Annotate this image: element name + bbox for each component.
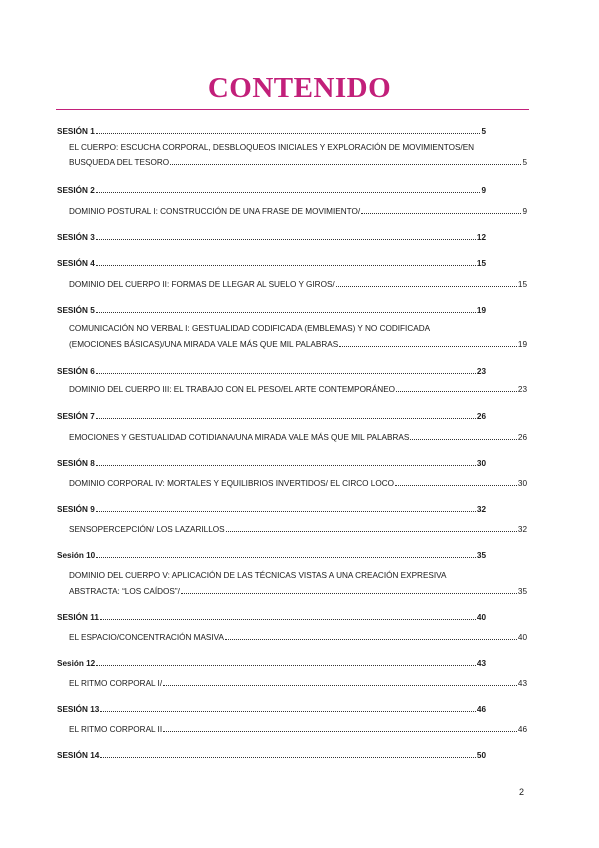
toc-entry-page: 5 (522, 158, 527, 167)
dot-leader (100, 757, 476, 758)
toc-entry-label: EL RITMO CORPORAL II (69, 725, 163, 734)
toc-session-entry[interactable] (57, 612, 486, 623)
dot-leader (336, 286, 517, 287)
toc-entry-label: SESIÓN 1 (57, 127, 95, 136)
dot-leader (163, 731, 517, 732)
dot-leader (395, 485, 517, 486)
toc-entry-label: ABSTRACTA: “LOS CAÍDOS”/ (69, 587, 180, 596)
toc-entry-page: 35 (476, 551, 486, 560)
toc-topic-entry[interactable] (69, 586, 527, 597)
toc-entry-label: Sesión 10 (57, 551, 96, 560)
toc-topic-entry[interactable] (69, 632, 527, 643)
toc-entry-label: SESIÓN 7 (57, 412, 95, 421)
toc-session-entry[interactable] (57, 411, 486, 422)
toc-entry-page: 43 (476, 659, 486, 668)
toc-topic-entry[interactable] (69, 157, 527, 168)
toc-entry-label: SESIÓN 4 (57, 259, 95, 268)
toc-entry-page: 19 (517, 340, 527, 349)
toc-entry-page: 32 (476, 505, 486, 514)
dot-leader (96, 133, 481, 134)
toc-entry-page: 9 (522, 207, 527, 216)
toc-entry-label: SESIÓN 5 (57, 306, 95, 315)
toc-entry-text: DOMINIO DEL CUERPO V: APLICACIÓN DE LAS TÉCNICAS VISTAS A UNA CREACIÓN EXPRESIVA (69, 571, 447, 580)
dot-leader (96, 239, 476, 240)
toc-topic-entry[interactable] (69, 279, 527, 290)
toc-entry-page: 46 (476, 705, 486, 714)
dot-leader (163, 685, 517, 686)
dot-leader (96, 373, 476, 374)
toc-session-entry[interactable] (57, 504, 486, 515)
toc-entry-label: (EMOCIONES BÁSICAS)/UNA MIRADA VALE MÁS QUE MIL PALABRAS (69, 340, 339, 349)
toc-entry-label: EL RITMO CORPORAL I/ (69, 679, 163, 688)
toc-entry-page: 19 (476, 306, 486, 315)
toc-session-entry[interactable] (57, 232, 486, 243)
toc-entry-page: 12 (476, 233, 486, 242)
dot-leader (96, 265, 476, 266)
dot-leader (396, 391, 517, 392)
dot-leader (96, 557, 476, 558)
toc-entry-page: 23 (476, 367, 486, 376)
toc-topic-entry[interactable] (69, 339, 527, 350)
toc-entry-page: 30 (476, 459, 486, 468)
toc-session-entry[interactable] (57, 126, 486, 137)
toc-entry-label: EMOCIONES Y GESTUALIDAD COTIDIANA/UNA MIRADA VALE MÁS QUE MIL PALABRAS (69, 433, 410, 442)
toc-entry-label: DOMINIO DEL CUERPO II: FORMAS DE LLEGAR AL SUELO Y GIROS/ (69, 280, 335, 289)
toc-topic-entry[interactable] (69, 524, 527, 535)
toc-session-entry[interactable] (57, 305, 486, 316)
dot-leader (225, 639, 517, 640)
toc-session-entry[interactable] (57, 704, 486, 715)
toc-entry-page: 40 (476, 613, 486, 622)
dot-leader (100, 619, 476, 620)
toc-entry-label: SESIÓN 6 (57, 367, 95, 376)
toc-entry-page: 43 (517, 679, 527, 688)
toc-topic-entry[interactable] (69, 724, 527, 735)
toc-entry-page: 23 (517, 385, 527, 394)
toc-entry-page: 30 (517, 479, 527, 488)
toc-topic-entry[interactable] (69, 478, 527, 489)
toc-session-entry[interactable] (57, 658, 486, 669)
toc-entry-label: SESIÓN 13 (57, 705, 100, 714)
toc-session-entry[interactable] (57, 258, 486, 269)
toc-entry-page: 32 (517, 525, 527, 534)
toc-entry-label: Sesión 12 (57, 659, 96, 668)
dot-leader (100, 711, 476, 712)
toc-session-entry[interactable] (57, 185, 486, 196)
toc-entry-label: SESIÓN 9 (57, 505, 95, 514)
toc-entry-text: EL CUERPO: ESCUCHA CORPORAL, DESBLOQUEOS INICIALES Y EXPLORACIÓN DE MOVIMIENTOS/EN (69, 143, 475, 152)
toc-entry-label: SESIÓN 8 (57, 459, 95, 468)
toc-entry-text: COMUNICACIÓN NO VERBAL I: GESTUALIDAD CODIFICADA (EMBLEMAS) Y NO CODIFICADA (69, 324, 431, 333)
toc-entry-page: 9 (481, 186, 486, 195)
toc-entry-label: SESIÓN 11 (57, 613, 99, 622)
toc-session-entry[interactable] (57, 550, 486, 561)
toc-topic-entry[interactable] (69, 384, 527, 395)
toc-entry-label: BUSQUEDA DEL TESORO (69, 158, 170, 167)
toc-entry-label: SENSOPERCEPCIÓN/ LOS LAZARILLOS (69, 525, 225, 534)
toc-entry-label: DOMINIO DEL CUERPO III: EL TRABAJO CON EL PESO/EL ARTE CONTEMPORÁNEO (69, 385, 396, 394)
toc-topic-entry[interactable] (69, 432, 527, 443)
dot-leader (170, 164, 521, 165)
dot-leader (339, 346, 517, 347)
toc-entry-page: 46 (517, 725, 527, 734)
toc-entry-label: SESIÓN 3 (57, 233, 95, 242)
toc-entry-page: 35 (517, 587, 527, 596)
toc-entry-label: DOMINIO CORPORAL IV: MORTALES Y EQUILIBRIOS INVERTIDOS/ EL CIRCO LOCO (69, 479, 394, 488)
toc-session-entry[interactable] (57, 458, 486, 469)
toc-entry-page: 26 (517, 433, 527, 442)
toc-entry-page: 15 (476, 259, 486, 268)
toc-entry-label: SESIÓN 14 (57, 751, 100, 760)
toc-session-entry[interactable] (57, 750, 486, 761)
page-number: 2 (519, 787, 525, 797)
toc-topic-entry[interactable] (69, 678, 527, 689)
toc-entry-page: 40 (517, 633, 527, 642)
dot-leader (410, 439, 517, 440)
toc-entry-label: EL ESPACIO/CONCENTRACIÓN MASIVA (69, 633, 224, 642)
dot-leader (226, 531, 517, 532)
toc-entry-page: 15 (517, 280, 527, 289)
dot-leader (96, 418, 476, 419)
dot-leader (96, 665, 476, 666)
toc-topic-entry[interactable] (69, 206, 527, 217)
toc-title: CONTENIDO (207, 72, 392, 104)
dot-leader (96, 511, 476, 512)
toc-entry-label: DOMINIO POSTURAL I: CONSTRUCCIÓN DE UNA FRASE DE MOVIMIENTO/ (69, 207, 361, 216)
toc-session-entry[interactable] (57, 366, 486, 377)
dot-leader (181, 593, 517, 594)
dot-leader (96, 312, 476, 313)
dot-leader (96, 465, 476, 466)
toc-entry-page: 5 (481, 127, 486, 136)
toc-entry-page: 26 (476, 412, 486, 421)
dot-leader (96, 192, 481, 193)
dot-leader (361, 213, 521, 214)
toc-entry-label: SESIÓN 2 (57, 186, 95, 195)
toc-entry-page: 50 (476, 751, 486, 760)
